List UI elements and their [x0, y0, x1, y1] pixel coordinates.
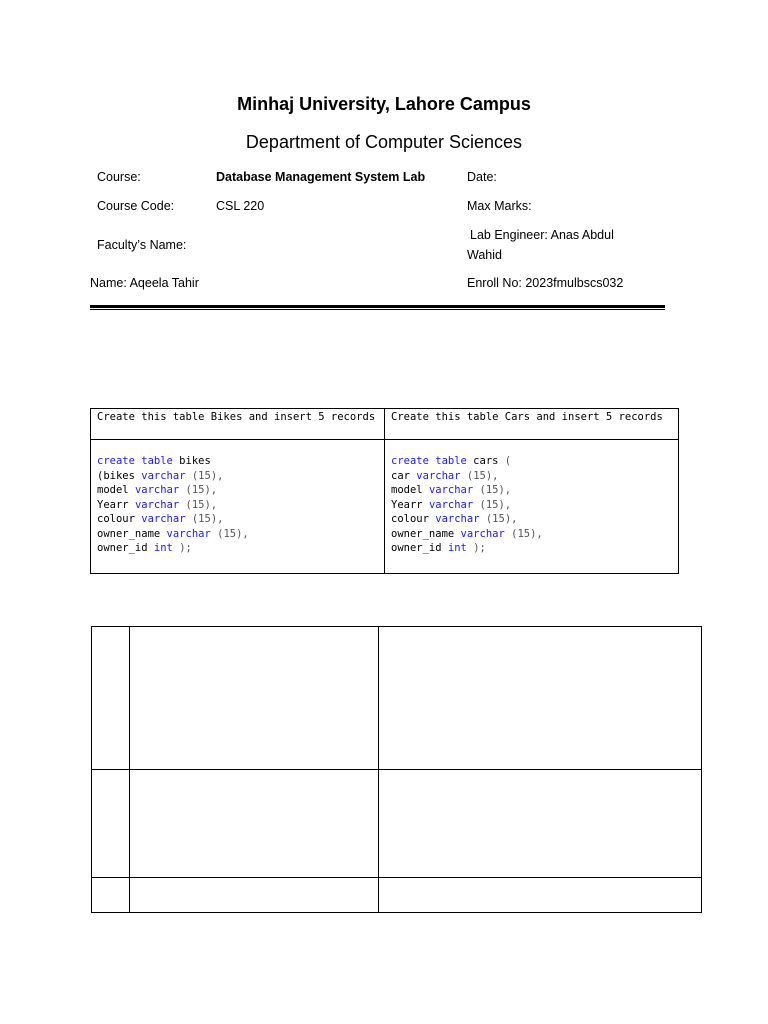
sql-keyword: varchar [134, 484, 180, 496]
sql-text: Yearr [391, 498, 429, 511]
grid-cell [379, 627, 702, 770]
sql-keyword: varchar [428, 484, 474, 496]
sql-keyword: int [153, 542, 173, 554]
code-line [391, 527, 672, 542]
cars-sql-code [385, 440, 679, 574]
answer-grid [91, 626, 702, 913]
sql-text: owner_id [97, 542, 154, 554]
sql-text: owner_id [391, 542, 448, 554]
task-table [90, 408, 679, 574]
sql-punct: (15), [473, 498, 512, 511]
sql-text: owner_name [97, 527, 167, 540]
code-line [97, 454, 378, 469]
code-line [391, 512, 672, 527]
grid-cell [130, 878, 379, 913]
sql-punct: (15), [504, 527, 543, 540]
faculty-label: Faculty’s Name: [97, 238, 187, 252]
sql-text: model [391, 484, 429, 496]
course-code-value: CSL 220 [216, 199, 265, 213]
student-name: Name: Aqeela Tahir [90, 276, 199, 290]
sql-punct: (15), [179, 484, 218, 496]
grid-cell [379, 878, 702, 913]
grid-cell [130, 770, 379, 878]
sql-text: car [391, 469, 417, 482]
code-line [97, 527, 378, 542]
sql-text: colour [391, 513, 436, 525]
course-label: Course: [97, 170, 141, 184]
lab-engineer-line1: Lab Engineer: Anas Abdul [470, 228, 614, 242]
department-title: Department of Computer Sciences [245, 132, 523, 152]
sql-punct: ( [504, 455, 512, 467]
header-rule-thin [90, 309, 665, 310]
grid-cell [92, 627, 130, 770]
code-line [97, 483, 378, 498]
sql-keyword: varchar [141, 469, 186, 482]
sql-keyword: create table [97, 455, 173, 467]
sql-punct: (15), [179, 498, 218, 511]
sql-keyword: varchar [416, 469, 461, 482]
course-value: Database Management System Lab [216, 170, 426, 184]
sql-text: bikes [172, 455, 211, 467]
code-line [97, 469, 378, 484]
sql-text: (bikes [97, 469, 142, 482]
sql-text: cars [466, 455, 505, 467]
sql-punct: (15), [479, 513, 518, 525]
sql-text: model [97, 484, 135, 496]
sql-punct: ); [172, 542, 192, 554]
table-row [92, 878, 702, 913]
code-line [97, 541, 378, 556]
sql-punct: (15), [210, 527, 249, 540]
table-row [92, 627, 702, 770]
cars-task-heading: Create this table Cars and insert 5 records [385, 409, 679, 440]
sql-keyword: varchar [141, 513, 186, 525]
sql-punct: (15), [185, 469, 224, 482]
max-marks-label: Max Marks: [467, 199, 532, 213]
date-label: Date: [467, 170, 497, 184]
code-line [391, 498, 672, 513]
grid-cell [379, 770, 702, 878]
course-code-label: Course Code: [97, 199, 175, 213]
sql-text: Yearr [97, 498, 135, 511]
code-line [97, 512, 378, 527]
bikes-sql-code [91, 440, 385, 574]
sql-keyword: create table [391, 455, 467, 467]
sql-punct: ); [466, 542, 486, 554]
code-line [391, 541, 672, 556]
code-line [391, 469, 672, 484]
sql-keyword: varchar [134, 498, 180, 511]
sql-text: colour [97, 513, 142, 525]
university-title: Minhaj University, Lahore Campus [237, 94, 531, 114]
sql-keyword: varchar [428, 498, 474, 511]
code-line [97, 498, 378, 513]
grid-cell [130, 627, 379, 770]
lab-engineer-line2: Wahid [467, 248, 502, 262]
sql-keyword: varchar [166, 527, 211, 540]
table-row [92, 770, 702, 878]
sql-punct: (15), [473, 484, 512, 496]
bikes-task-heading: Create this table Bikes and insert 5 records [91, 409, 385, 440]
grid-cell [92, 770, 130, 878]
code-line [391, 454, 672, 469]
grid-cell [92, 878, 130, 913]
sql-keyword: varchar [460, 527, 505, 540]
sql-punct: (15), [185, 513, 224, 525]
header-rule-thick [90, 305, 665, 308]
code-line [391, 483, 672, 498]
sql-punct: (15), [460, 469, 499, 482]
enroll-number: Enroll No: 2023fmulbscs032 [467, 276, 624, 290]
sql-keyword: int [447, 542, 467, 554]
sql-text: owner_name [391, 527, 461, 540]
sql-keyword: varchar [435, 513, 480, 525]
